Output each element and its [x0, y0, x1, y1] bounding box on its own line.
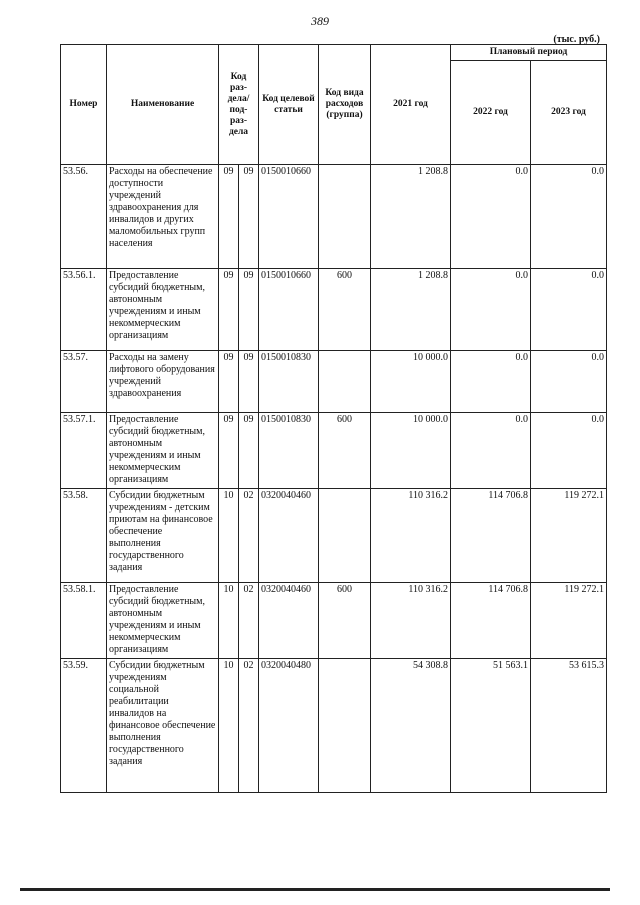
row-section: 09: [219, 269, 239, 351]
row-subsection: 09: [239, 351, 259, 413]
table-row: [61, 413, 607, 489]
header-number: Номер: [61, 45, 107, 165]
row-name: Расходы на обеспечение доступности учреждений здравоохранения для инвалидов и других маломобильных групп населения: [107, 165, 219, 269]
row-expense-type: [319, 489, 371, 583]
row-section: 10: [219, 489, 239, 583]
row-amount-2021: 110 316.2: [371, 583, 451, 659]
row-amount-2021: 1 208.8: [371, 165, 451, 269]
row-amount-2023: 0.0: [531, 351, 607, 413]
footer-divider: [20, 888, 610, 891]
row-subsection: 02: [239, 489, 259, 583]
row-amount-2022: 114 706.8: [451, 489, 531, 583]
row-expense-type: [319, 165, 371, 269]
table-row: [61, 351, 607, 413]
table-row: [61, 165, 607, 269]
table-row: [61, 659, 607, 793]
row-number: 53.56.1.: [61, 269, 107, 351]
table-row: [61, 489, 607, 583]
header-section-code: Код раз- дела/ под- раз- дела: [219, 45, 259, 165]
budget-table: [60, 44, 607, 793]
row-target-code: 0150010660: [259, 165, 319, 269]
row-expense-type: 600: [319, 269, 371, 351]
row-amount-2022: 51 563.1: [451, 659, 531, 793]
row-name: Субсидии бюджетным учреждениям - детским приютам на финансовое обеспечение выполнения государственного задания: [107, 489, 219, 583]
row-subsection: 09: [239, 165, 259, 269]
row-name: Предоставление субсидий бюджетным, автономным учреждениям и иным некоммерческим организациям: [107, 413, 219, 489]
row-subsection: 09: [239, 269, 259, 351]
table-row: [61, 583, 607, 659]
row-expense-type: 600: [319, 413, 371, 489]
row-target-code: 0150010660: [259, 269, 319, 351]
row-section: 09: [219, 413, 239, 489]
row-expense-type: [319, 659, 371, 793]
header-2021: 2021 год: [371, 45, 451, 165]
row-amount-2023: 119 272.1: [531, 583, 607, 659]
row-target-code: 0320040480: [259, 659, 319, 793]
row-amount-2022: 0.0: [451, 165, 531, 269]
row-amount-2023: 0.0: [531, 269, 607, 351]
row-amount-2021: 110 316.2: [371, 489, 451, 583]
row-subsection: 02: [239, 659, 259, 793]
row-amount-2022: 114 706.8: [451, 583, 531, 659]
row-section: 10: [219, 583, 239, 659]
row-number: 53.58.1.: [61, 583, 107, 659]
row-amount-2022: 0.0: [451, 413, 531, 489]
row-number: 53.59.: [61, 659, 107, 793]
row-number: 53.57.: [61, 351, 107, 413]
row-amount-2021: 54 308.8: [371, 659, 451, 793]
units-label: (тыс. руб.): [553, 34, 600, 45]
table-row: [61, 269, 607, 351]
row-name: Субсидии бюджетным учреждениям социальной реабилитации инвалидов на финансовое обеспечение выполнения государственного задания: [107, 659, 219, 793]
row-subsection: 09: [239, 413, 259, 489]
row-target-code: 0320040460: [259, 489, 319, 583]
row-amount-2021: 10 000.0: [371, 413, 451, 489]
header-target-code: Код целевой статьи: [259, 45, 319, 165]
row-amount-2021: 1 208.8: [371, 269, 451, 351]
row-name: Предоставление субсидий бюджетным, автономным учреждениям и иным некоммерческим организациям: [107, 269, 219, 351]
row-target-code: 0320040460: [259, 583, 319, 659]
row-target-code: 0150010830: [259, 351, 319, 413]
row-amount-2021: 10 000.0: [371, 351, 451, 413]
row-section: 09: [219, 165, 239, 269]
row-name: Расходы на замену лифтового оборудования учреждений здравоохранения: [107, 351, 219, 413]
page-number: 389: [311, 14, 329, 28]
row-amount-2022: 0.0: [451, 269, 531, 351]
row-subsection: 02: [239, 583, 259, 659]
header-name: Наименование: [107, 45, 219, 165]
row-target-code: 0150010830: [259, 413, 319, 489]
header-2023: 2023 год: [531, 61, 607, 165]
row-amount-2023: 0.0: [531, 413, 607, 489]
row-expense-type: 600: [319, 583, 371, 659]
row-number: 53.57.1.: [61, 413, 107, 489]
row-amount-2022: 0.0: [451, 351, 531, 413]
row-number: 53.56.: [61, 165, 107, 269]
header-2022: 2022 год: [451, 61, 531, 165]
row-section: 10: [219, 659, 239, 793]
row-amount-2023: 119 272.1: [531, 489, 607, 583]
row-section: 09: [219, 351, 239, 413]
header-plan-period: Плановый период: [451, 45, 607, 61]
row-amount-2023: 53 615.3: [531, 659, 607, 793]
row-amount-2023: 0.0: [531, 165, 607, 269]
row-name: Предоставление субсидий бюджетным, автономным учреждениям и иным некоммерческим организациям: [107, 583, 219, 659]
row-number: 53.58.: [61, 489, 107, 583]
header-expense-type: Код вида расходов (группа): [319, 45, 371, 165]
row-expense-type: [319, 351, 371, 413]
